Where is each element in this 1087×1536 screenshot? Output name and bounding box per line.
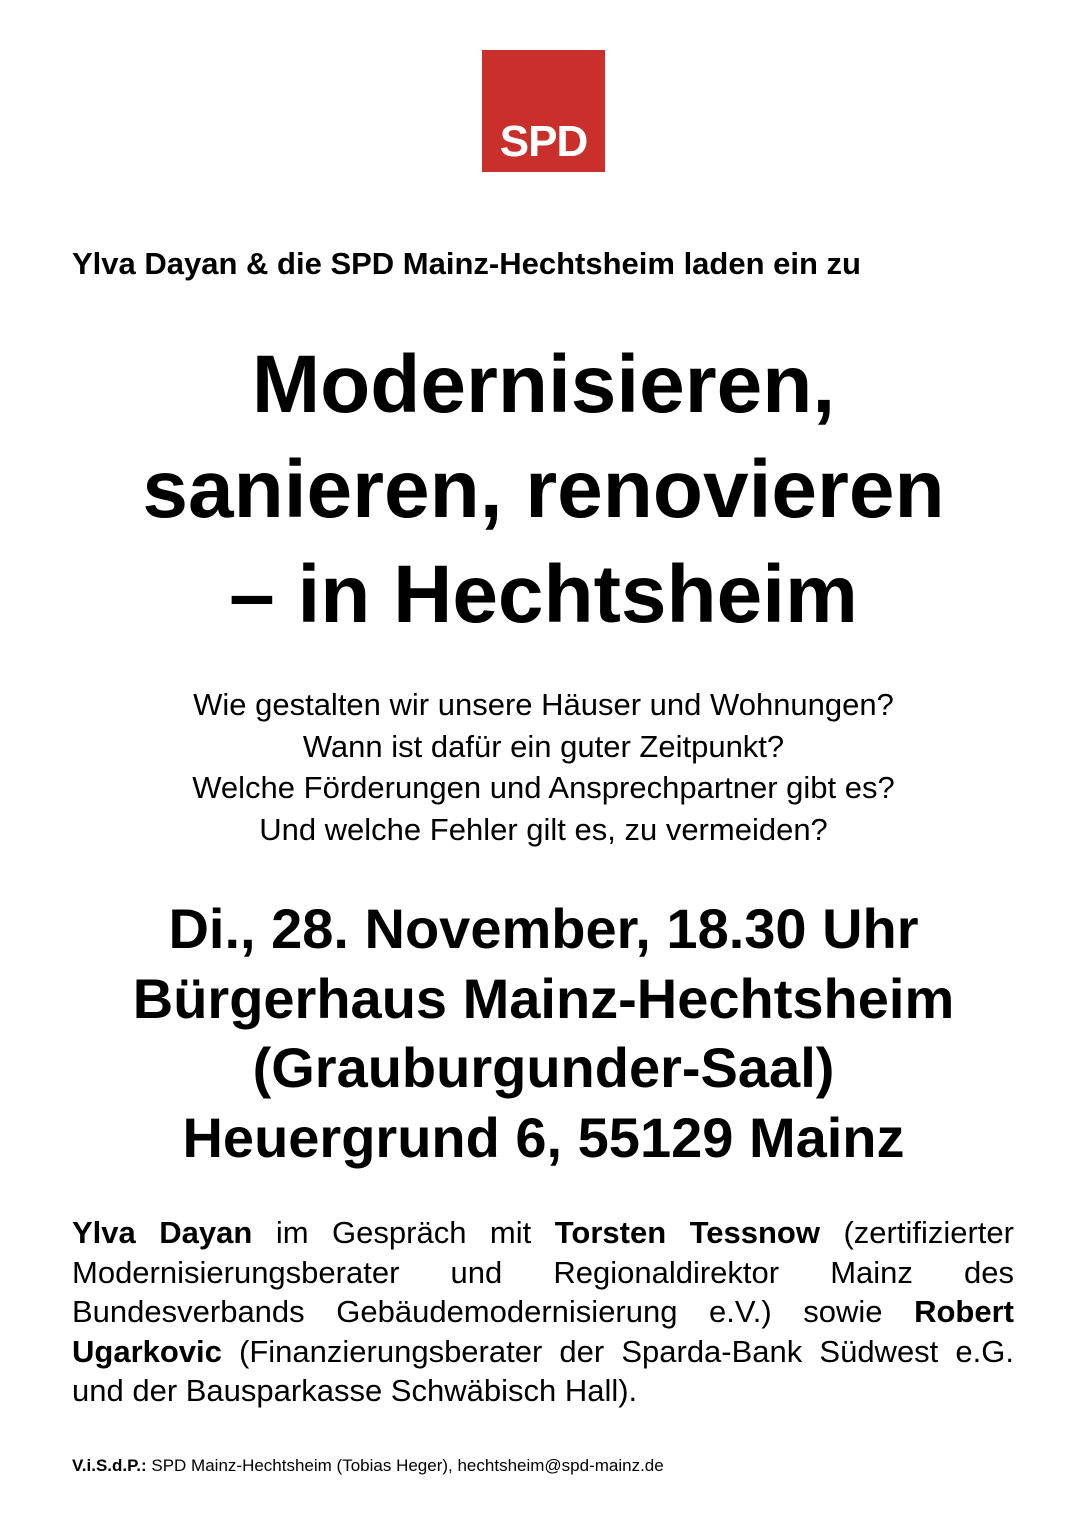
title-line: Modernisieren, [251,339,836,430]
event-title [0,332,1087,647]
question-line: Wann ist dafür ein guter Zeitpunkt? [302,728,785,764]
title-line: – in Hechtsheim [229,549,858,640]
question-line: Welche Förderungen und Ansprechpartner gibt es? [192,770,895,805]
imprint-footer [72,1455,664,1477]
description-text: (zertifizierter Modernisierungsberater und Regionaldirektor Mainz des Bundesverbands Gebäudemodernisierung e.V.) sowie [72,1215,1014,1329]
question-line: Wie gestalten wir unsere Häuser und Wohnungen? [193,687,894,722]
question-line: Und welche Fehler gilt es, zu vermeiden? [259,811,828,847]
speaker-name: Torsten Tessnow [554,1215,820,1250]
speaker-name: Robert Ugarkovic [72,1294,1014,1369]
speaker-name: Ylva Dayan [72,1215,253,1250]
speakers-description [72,1213,1014,1411]
event-datetime: Di., 28. November, 18.30 Uhr [168,897,919,960]
invitation-line: Ylva Dayan & die SPD Mainz-Hechtsheim laden ein zu [72,246,861,281]
description-text: (Finanzierungsberater der Sparda-Bank Südwest e.G. und der Bausparkasse Schwäbisch Hall). [72,1333,1014,1408]
spd-logo [482,50,605,172]
imprint-text: SPD Mainz-Hechtsheim (Tobias Heger), hechtsheim@spd-mainz.de [146,1456,664,1475]
event-address: Heuergrund 6, 55129 Mainz [182,1105,905,1169]
event-details [0,894,1087,1172]
event-venue: Bürgerhaus Mainz-Hechtsheim [132,966,955,1030]
title-line: sanieren, renovieren [142,444,945,535]
event-room: (Grauburgunder-Saal) [252,1036,835,1099]
questions-block [0,684,1087,850]
logo-text: SPD [499,117,588,166]
description-text: im Gespräch mit [252,1215,555,1250]
imprint-label: V.i.S.d.P.: [72,1456,147,1475]
